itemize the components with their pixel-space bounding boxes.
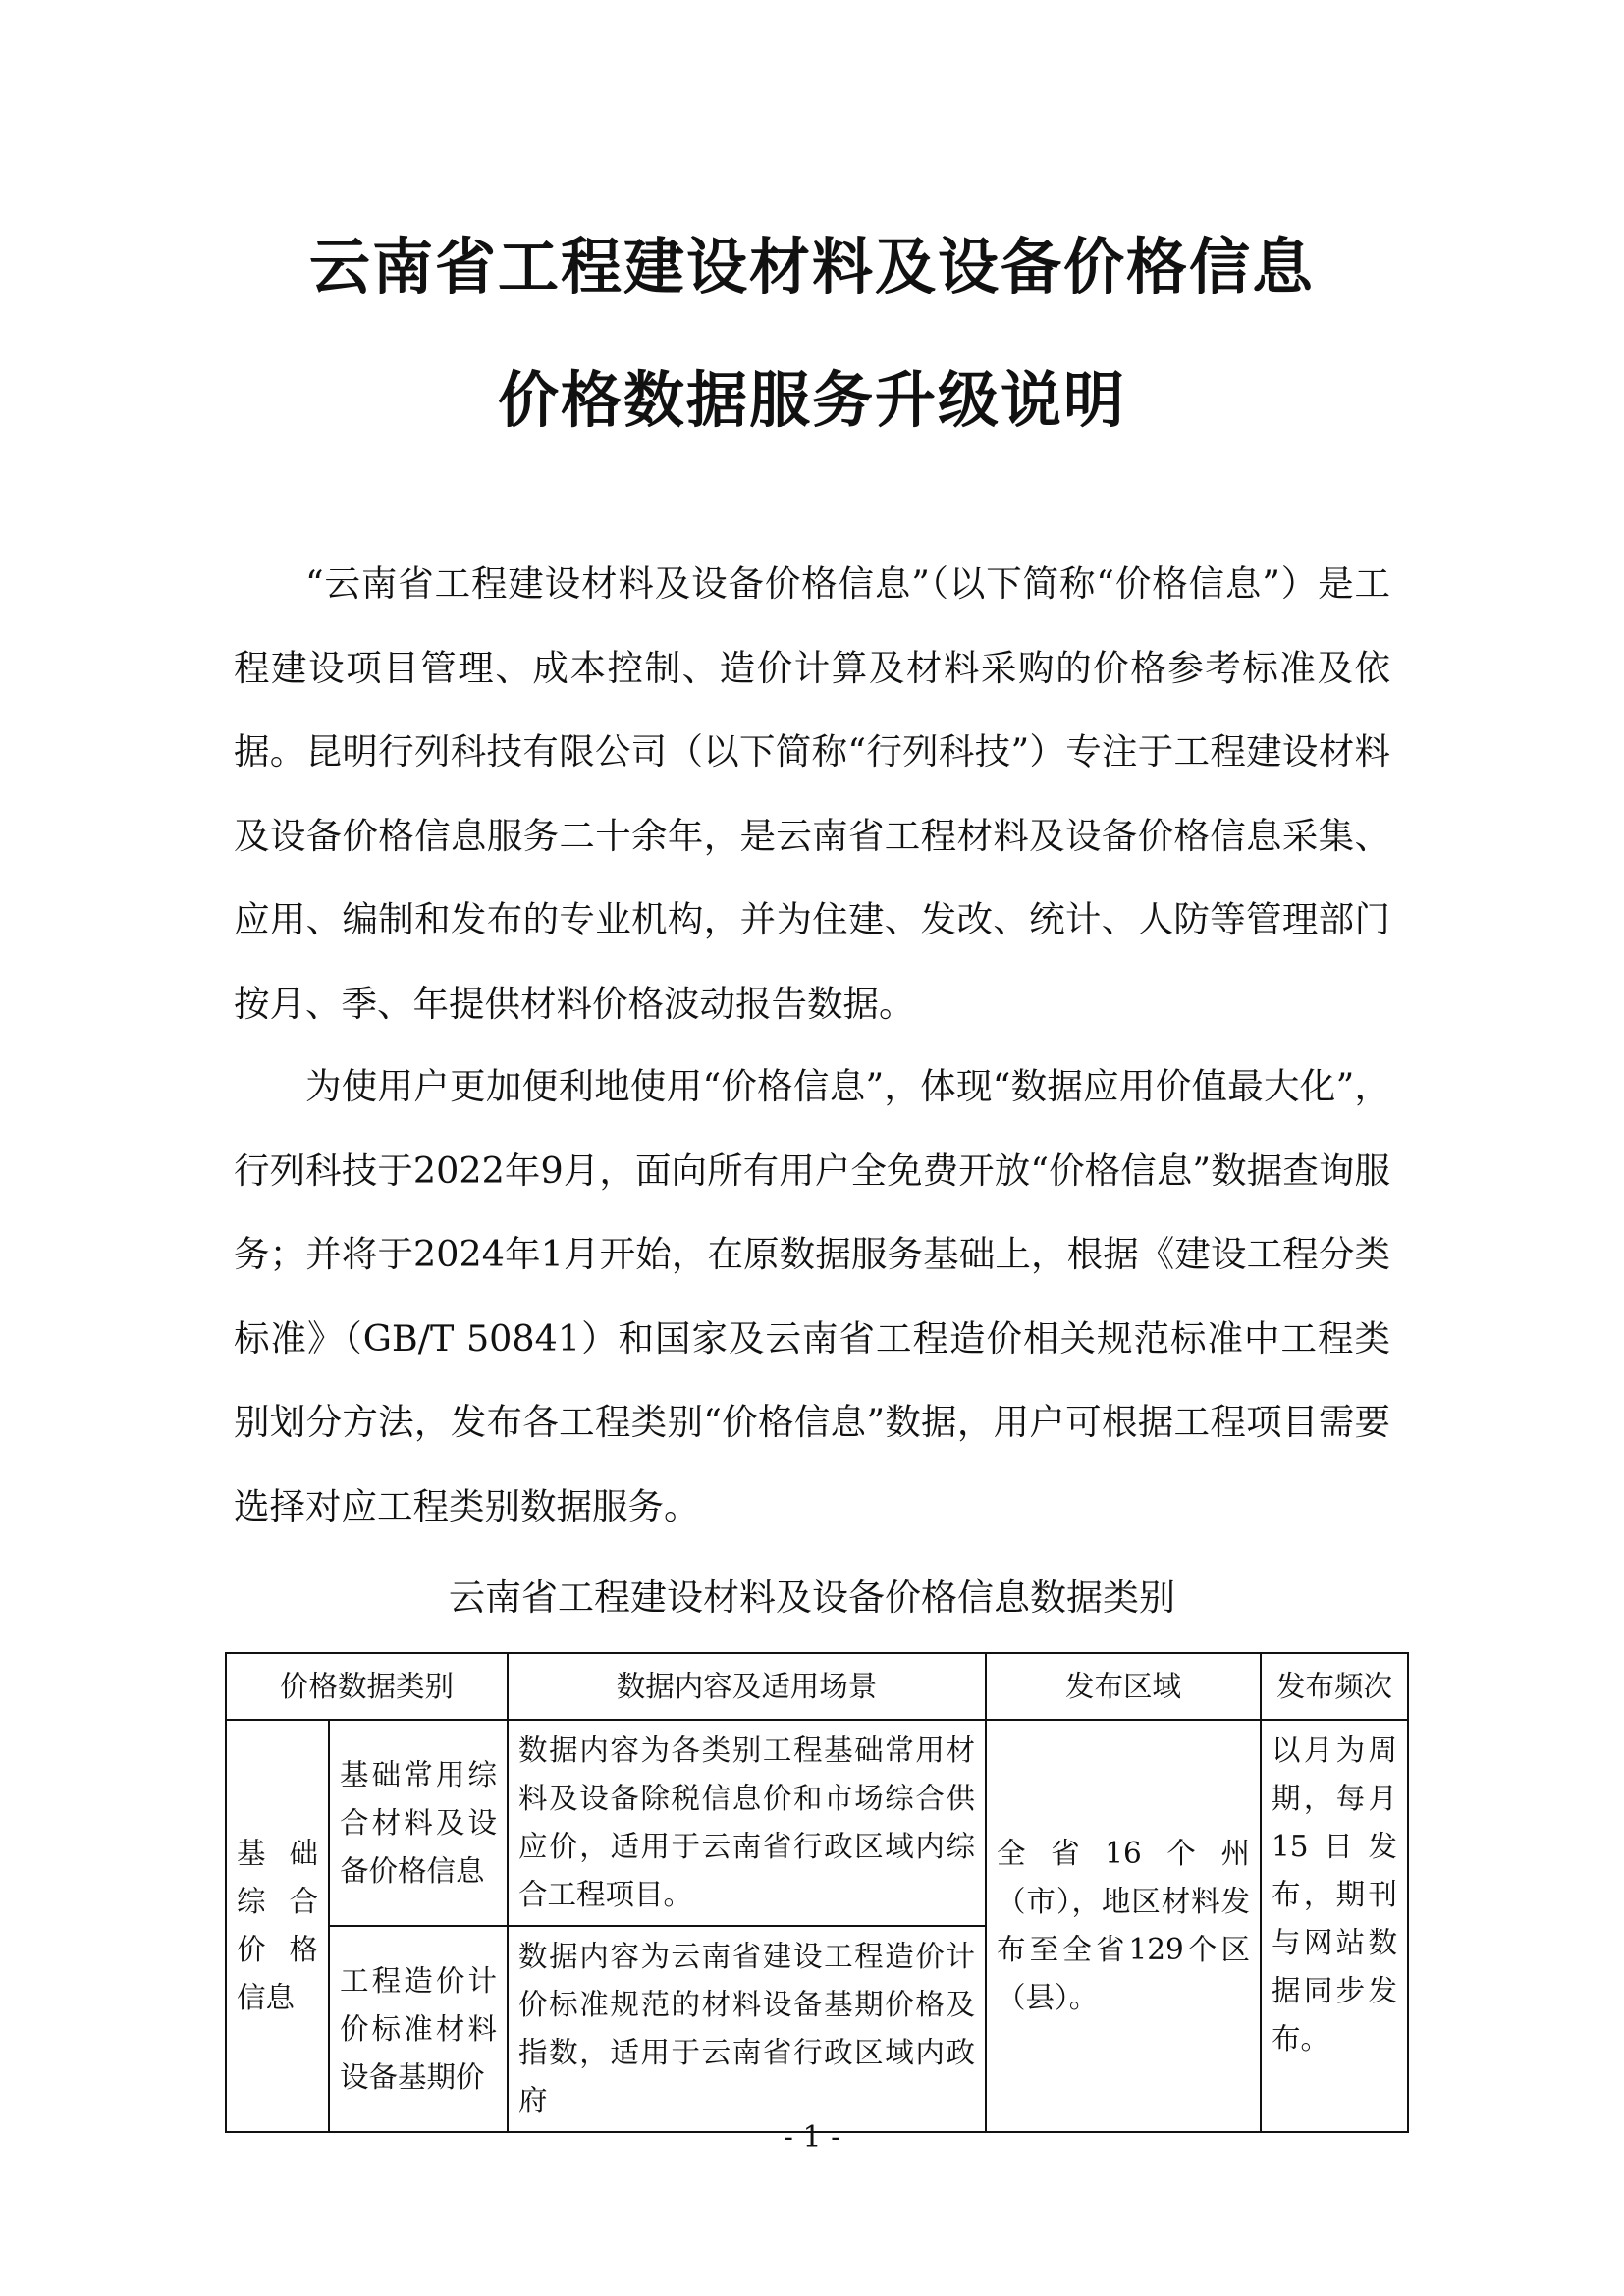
paragraph-upgrade: 为使用户更加便利地使用“价格信息”，体现“数据应用价值最大化”，行列科技于2022年9月，面向所有用户全免费开放“价格信息”数据查询服务；并将于2024年1月开始，在原数据服务基础上，根据《建设工程分类标准》（GB/T 50841）和国家及云南省工程造价相关规范标准中工程类别划分方法，发布各工程类别“价格信息”数据，用户可根据工程项目需要选择对应工程类别数据服务。 [234, 1065, 1390, 1527]
main-category-cell: 基础综合价格信息 [226, 1720, 329, 2132]
paragraph-intro: “云南省工程建设材料及设备价格信息”（以下简称“价格信息”）是工程建设项目管理、成本控制、造价计算及材料采购的价格参考标准及依据。昆明行列科技有限公司（以下简称“行列科技”）专注于工程建设材料及设备价格信息服务二十余年，是云南省工程材料及设备价格信息采集、应用、编制和发布的专业机构，并为住建、发改、统计、人防等管理部门按月、季、年提供材料价格波动报告数据。 [234, 562, 1390, 1025]
document-title-line-2: 价格数据服务升级说明 [497, 364, 1126, 436]
price-category-table [225, 1652, 1409, 2133]
header-region: 发布区域 [986, 1653, 1261, 1720]
content-cell: 数据内容为云南省建设工程造价计价标准规范的材料设备基期价格及指数，适用于云南省行政区域内政府 [508, 1926, 986, 2132]
header-content: 数据内容及适用场景 [508, 1653, 986, 1720]
page-number: - 1 - [783, 2120, 841, 2155]
frequency-cell: 以月为周期，每月15日发布，期刊与网站数据同步发布。 [1261, 1720, 1408, 2132]
table-row [226, 1720, 1408, 1926]
sub-category-cell: 基础常用综合材料及设备价格信息 [329, 1720, 508, 1926]
table-header-row [226, 1653, 1408, 1720]
header-category: 价格数据类别 [226, 1653, 508, 1720]
sub-category-cell: 工程造价计价标准材料设备基期价 [329, 1926, 508, 2132]
document-title-line-1: 云南省工程建设材料及设备价格信息 [308, 231, 1315, 302]
table-caption: 云南省工程建设材料及设备价格信息数据类别 [449, 1576, 1175, 1619]
content-cell: 数据内容为各类别工程基础常用材料及设备除税信息价和市场综合供应价，适用于云南省行政区域内综合工程项目。 [508, 1720, 986, 1926]
header-frequency: 发布频次 [1261, 1653, 1408, 1720]
region-cell: 全省16个州（市），地区材料发布至全省129个区（县）。 [986, 1720, 1261, 2132]
